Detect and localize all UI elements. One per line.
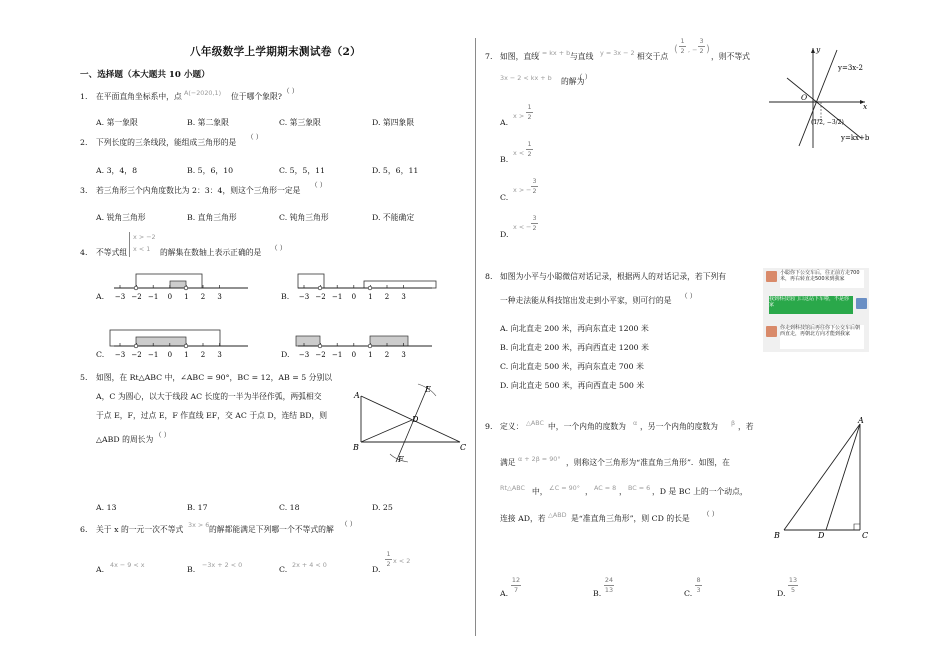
option-d-sign: − (526, 223, 532, 231)
open-circle (184, 344, 188, 348)
option-d-letter: D. (777, 589, 786, 598)
option-d-math: x < 2 (393, 557, 411, 565)
option-c-math: 2x + 4 < 0 (292, 561, 327, 569)
open-circle (318, 344, 322, 348)
math-expression: △ABC (526, 419, 545, 427)
tick-label: 1 (368, 351, 373, 359)
q9-text: 是“准直角三角形”，则 CD 的长是 (571, 514, 690, 523)
label-b: B (774, 531, 780, 540)
open-circle (134, 344, 138, 348)
question-number: 7. (485, 52, 493, 61)
option-c-fraction (531, 178, 538, 195)
option-a-letter: A. (500, 589, 509, 598)
option-c-prefix: x > (513, 186, 525, 194)
math-expression: α + 2β = 90° (518, 455, 561, 463)
option-c: C. 向北直走 500 米，再向东直走 700 米 (500, 362, 644, 371)
open-circle (318, 286, 322, 290)
question-line-2-tail: 的解为 (561, 77, 585, 86)
question-line-1: 如图，在 Rt△ABC 中，∠ABC = 90°，BC = 12，AB = 5 分别以 (96, 373, 333, 382)
question-mid-1: 与直线 (570, 52, 594, 61)
fraction-denominator: 2 (532, 224, 537, 232)
math-expression: AC = 8 (594, 484, 617, 492)
q9-text: 定义： (500, 422, 524, 431)
math-expression: Rt△ABC (500, 484, 525, 492)
q7-line-graph (765, 42, 875, 152)
tick-label: 3 (217, 351, 222, 359)
fraction-numerator: 1 (386, 550, 391, 558)
option-a: A. 向北直走 200 米，再向东直走 1200 米 (500, 324, 649, 333)
tick-label: −3 (298, 293, 310, 301)
system-inequality-2: x < 1 (133, 245, 151, 253)
option-a: A. 3，4，8 (96, 166, 138, 175)
tick-label: 0 (351, 351, 357, 359)
question-stem: 下列长度的三条线段，能组成三角形的是 (96, 138, 237, 147)
option-b: B. 17 (187, 503, 208, 512)
option-b-letter: B. (187, 565, 196, 574)
answer-paren: （ ） (155, 431, 171, 439)
option-a-prefix: x > (513, 112, 525, 120)
math-expression: △ABD (548, 511, 567, 519)
question-stem-tail: 的解集在数轴上表示正确的是 (160, 248, 262, 257)
q9-text: ，另一个内角的度数为 (640, 422, 718, 431)
q9-text: ，则称这个三角形为“准直角三角形”．如图，在 (566, 458, 730, 467)
point-y-fraction (698, 38, 705, 55)
interval-upper-box (136, 274, 202, 288)
option-a-math: 4x − 9 < x (110, 561, 145, 569)
open-circle (134, 286, 138, 290)
question-stem: 如图，直线 (500, 52, 539, 61)
comma-minus: , − (688, 46, 698, 54)
avatar (766, 326, 777, 337)
fraction-numerator: 1 (527, 140, 532, 148)
number-line-option-b (292, 270, 442, 310)
option-d: D. 25 (372, 503, 393, 512)
label-c: C (862, 531, 869, 540)
q9-text: 满足 (500, 458, 516, 467)
tick-label: −2 (315, 351, 326, 359)
fraction-numerator: 3 (532, 177, 537, 185)
tick-label: 1 (184, 293, 189, 301)
line-label-2: y=kx+b (841, 134, 870, 142)
option-d-fraction (531, 215, 538, 232)
option-a-letter: A. (96, 292, 105, 301)
answer-paren: （ ） (576, 73, 592, 81)
question-tail: ，则不等式 (711, 52, 750, 61)
option-d-letter: D. (500, 230, 509, 239)
question-number: 8. (485, 272, 493, 281)
option-a-fraction (511, 577, 521, 594)
option-a: A. 13 (96, 503, 117, 512)
question-tail: 位于哪个象限? (231, 92, 282, 101)
system-inequality-1: x > −2 (133, 233, 156, 241)
origin-label: O (801, 93, 808, 102)
option-c-sign: − (526, 186, 532, 194)
tick-label: 2 (200, 351, 206, 359)
tick-label: 0 (167, 293, 173, 301)
open-circle (368, 344, 372, 348)
interval-right-box (364, 281, 436, 288)
column-divider (475, 38, 476, 636)
option-a-fraction (526, 104, 533, 121)
tick-label: 1 (368, 293, 373, 301)
option-a-letter: A. (500, 118, 509, 127)
fraction-numerator: 1 (527, 103, 532, 111)
fraction-denominator: 5 (790, 586, 796, 594)
wechat-screenshot (763, 268, 869, 352)
option-d: D. 第四象限 (372, 118, 415, 127)
q9-triangle-figure (768, 414, 878, 546)
intersection-label: (1/2, −3/2) (811, 119, 844, 126)
q9-text: ，D 是 BC 上的一个动点， (652, 487, 748, 496)
math-inequality: 3x − 2 < kx + b (500, 74, 552, 82)
tick-label: −2 (315, 293, 326, 301)
question-line-3: 于点 E，F，过点 E，F 作直线 EF，交 AC 于点 D，连结 BD，则 (96, 411, 328, 420)
fraction-denominator: 2 (527, 113, 532, 121)
option-b: B. 向北直走 200 米，再向西直走 1200 米 (500, 343, 649, 352)
label-d: D (412, 415, 419, 424)
question-number: 5. (80, 373, 88, 382)
tick-label: −3 (114, 293, 126, 301)
option-b-letter: B. (500, 155, 509, 164)
tick-label: −2 (131, 351, 142, 359)
tick-label: −3 (114, 351, 126, 359)
label-a: A (858, 416, 864, 425)
fraction-denominator: 2 (680, 47, 685, 55)
tick-group (299, 285, 406, 301)
fraction-denominator: 2 (527, 150, 532, 158)
tick-label: 1 (184, 351, 189, 359)
option-c: C. 第三象限 (279, 118, 321, 127)
label-b: B (353, 443, 359, 452)
fraction-numerator: 3 (532, 214, 537, 222)
section-heading: 一、选择题（本大题共 10 小题） (80, 70, 210, 80)
line-label-1: y=3x-2 (838, 64, 863, 72)
chat-bubble-incoming: 你走到科技馆后再往你下公交车后朝西直走，再朝北方向才能到我家 (780, 325, 864, 349)
math-line-1: y = kx + b (536, 49, 571, 57)
math-expression: A(−2020,1) (184, 89, 222, 97)
option-b: B. 直角三角形 (187, 213, 237, 222)
question-number: 2. (80, 138, 88, 147)
option-b-fraction (526, 141, 533, 158)
interval-left-shaded (296, 336, 320, 346)
answer-paren: （ ） (283, 87, 299, 95)
tick-label: −1 (332, 293, 343, 301)
option-b-letter: B. (593, 589, 602, 598)
fraction-numerator: 8 (696, 576, 701, 584)
question-stem: 不等式组 (96, 248, 128, 257)
chat-bubble-incoming: 小聪你下公交车后，往正前方走700米，再右转直走500米到我家 (780, 270, 864, 288)
math-beta: β (731, 419, 736, 427)
label-d: D (818, 531, 825, 540)
option-c-fraction (695, 577, 702, 594)
option-b-math: −3x + 2 < 0 (202, 561, 243, 569)
tick-label: 3 (401, 351, 406, 359)
option-d-fraction (385, 551, 392, 568)
answer-paren: （ ） (247, 133, 263, 141)
option-a: A. 锐角三角形 (96, 213, 146, 222)
q9-text: 连接 AD，若 (500, 514, 546, 523)
option-c-letter: C. (500, 193, 509, 202)
question-number: 4. (80, 248, 88, 257)
q5-triangle-figure (352, 382, 470, 464)
answer-paren: （ ） (681, 292, 697, 300)
fraction-denominator: 2 (532, 187, 537, 195)
q9-text: 中， (532, 487, 548, 496)
option-d-letter: D. (372, 565, 381, 574)
number-line-option-c (108, 328, 258, 368)
number-line-option-a (108, 270, 258, 310)
fraction-numerator: 1 (680, 37, 685, 45)
option-d-fraction (788, 577, 798, 594)
point-x-fraction (679, 38, 686, 55)
tick-label: 2 (200, 293, 206, 301)
option-a-letter: A. (96, 565, 105, 574)
interval-shaded (136, 337, 186, 346)
question-number: 6. (80, 525, 88, 534)
paren-close: ) (706, 44, 710, 55)
question-stem: 在平面直角坐标系中，点 (96, 92, 182, 101)
page-title: 八年级数学上学期期末测试卷（2） (190, 46, 362, 58)
fraction-numerator: 12 (511, 576, 521, 584)
math-expression: BC = 6 (628, 484, 651, 492)
question-stem: 关于 x 的一元一次不等式 (96, 525, 184, 534)
tick-label: 0 (351, 293, 357, 301)
open-circle (184, 286, 188, 290)
math-expression: ∠C = 90° (549, 484, 580, 492)
fraction-numerator: 13 (788, 576, 798, 584)
fraction-denominator: 2 (386, 560, 391, 568)
tick-label: 2 (384, 293, 390, 301)
option-b-letter: B. (281, 292, 290, 301)
tick-label: −1 (332, 351, 343, 359)
question-line-1: 如图为小平与小聪微信对话记录，根据两人的对话记录，若下列有 (500, 272, 727, 281)
answer-paren: （ ） (703, 510, 719, 518)
option-c: C. 5，5，11 (279, 166, 326, 175)
fraction-denominator: 7 (513, 586, 519, 594)
option-c-letter: C. (684, 589, 693, 598)
fraction-denominator: 13 (604, 586, 614, 594)
option-d: D. 5，6，11 (372, 166, 419, 175)
fraction-numerator: 24 (604, 576, 614, 584)
math-expression: 3x > 6 (188, 521, 210, 529)
chat-bubble-outgoing: 我到科技馆门口这站下车啦，不是你家 (769, 296, 853, 314)
interval-right-shaded (370, 336, 408, 346)
open-circle (368, 286, 372, 290)
option-a: A. 第一象限 (96, 118, 138, 127)
tick-label: 3 (217, 293, 222, 301)
fraction-numerator: 3 (699, 37, 704, 45)
answer-paren: （ ） (341, 520, 357, 528)
tick-group (115, 285, 222, 301)
option-c-letter: C. (96, 350, 105, 359)
tick-label: 2 (384, 351, 390, 359)
question-line-2: A，C 为圆心，以大于线段 AC 长度的一半为半径作弧，两弧相交 (96, 392, 322, 401)
tick-label: −1 (148, 351, 159, 359)
q9-text: ，若 (738, 422, 754, 431)
axis-x-label: x (863, 102, 868, 111)
tick-label: −2 (131, 293, 142, 301)
avatar (856, 298, 867, 309)
avatar (766, 271, 777, 282)
comma: ， (585, 487, 593, 496)
question-number: 1. (80, 92, 88, 101)
option-c: C. 18 (279, 503, 300, 512)
question-line-2: 一种走法能从科技馆出发走到小平家，则可行的是 (500, 296, 672, 305)
math-alpha: α (633, 419, 638, 427)
interval-overlap (170, 281, 186, 288)
paren-open: ( (674, 44, 678, 55)
question-stem: 若三角形三个内角度数比为 2：3：4，则这个三角形一定是 (96, 186, 301, 195)
comma: ， (619, 487, 627, 496)
option-c-letter: C. (279, 565, 288, 574)
tick-label: 0 (167, 351, 173, 359)
option-b-prefix: x < (513, 149, 525, 157)
number-line-option-d (292, 328, 442, 368)
question-tail: 的解都能满足下列哪一个不等式的解 (209, 525, 334, 534)
answer-paren: （ ） (311, 181, 327, 189)
tick-label: −1 (148, 293, 159, 301)
label-c: C (460, 443, 467, 452)
system-brace (129, 232, 132, 257)
label-f: F (398, 455, 404, 464)
q9-text: 中，一个内角的度数为 (548, 422, 626, 431)
option-b-fraction (604, 577, 614, 594)
fraction-denominator: 3 (696, 586, 701, 594)
option-d-prefix: x < (513, 223, 525, 231)
option-d: D. 不能确定 (372, 213, 415, 222)
axis-y-label: y (816, 45, 821, 54)
answer-paren: （ ） (271, 244, 287, 252)
option-b: B. 第二象限 (187, 118, 229, 127)
tick-label: 3 (401, 293, 406, 301)
fraction-denominator: 2 (699, 47, 704, 55)
tick-label: −3 (298, 351, 310, 359)
label-a: A (354, 391, 360, 400)
question-number: 3. (80, 186, 88, 195)
question-line-4: △ABD 的周长为 (96, 435, 154, 444)
label-e: E (425, 385, 431, 394)
option-c: C. 钝角三角形 (279, 213, 329, 222)
question-number: 9. (485, 422, 493, 431)
option-b: B. 5，6，10 (187, 166, 234, 175)
option-d: D. 向北直走 500 米，再向西直走 500 米 (500, 381, 645, 390)
option-d-letter: D. (281, 350, 290, 359)
math-line-2: y = 3x − 2 (600, 49, 635, 57)
question-mid-2: 相交于点 (637, 52, 669, 61)
